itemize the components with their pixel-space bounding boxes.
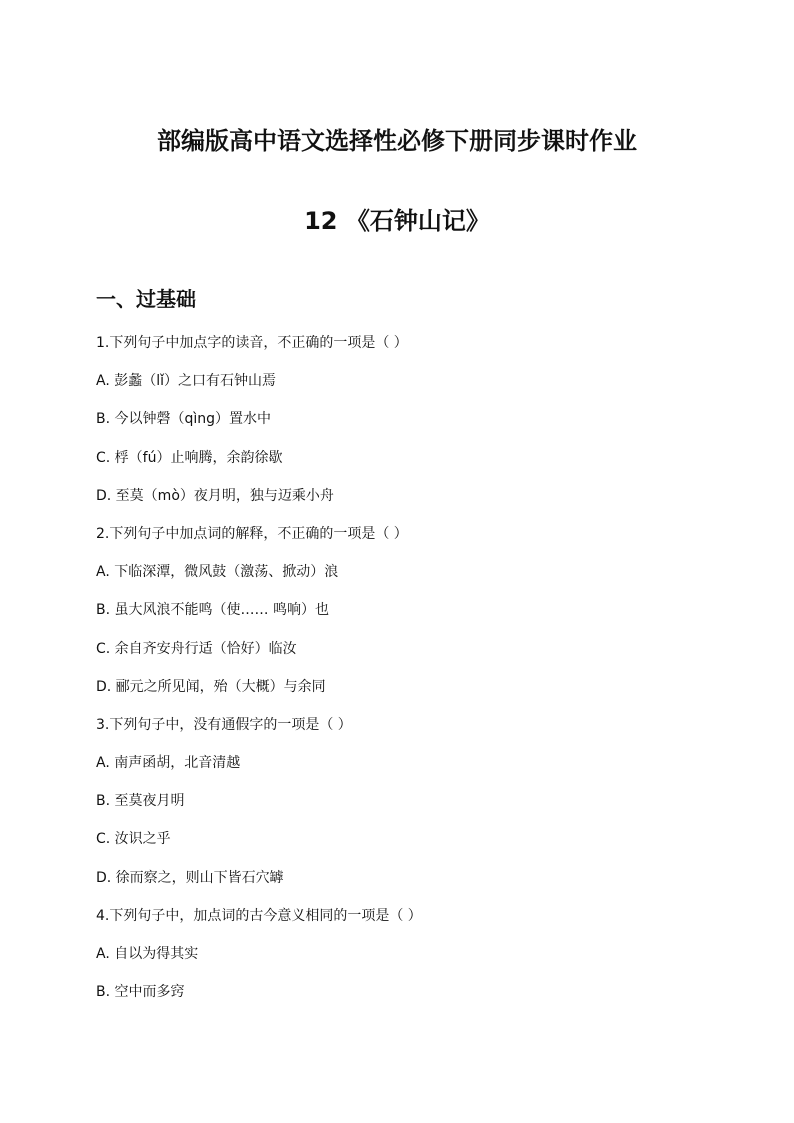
question-4-stem: 4.下列句子中，加点词的古今意义相同的一项是（ ） [96,907,422,924]
question-2-option-b: B. 虽大风浪不能鸣（使…… 鸣响）也 [96,602,329,619]
question-2-stem: 2.下列句子中加点词的解释，不正确的一项是（ ） [96,525,408,542]
question-3-option-a: A. 南声函胡，北音清越 [96,755,241,772]
question-1-option-b: B. 今以钟磬（qìng）置水中 [96,411,272,428]
question-3-option-c: C. 汝识之乎 [96,831,171,848]
question-list [96,333,716,1020]
question-2-option-c: C. 余自齐安舟行适（恰好）临汝 [96,640,297,657]
question-4-option-a: A. 自以为得其实 [96,946,199,962]
question-1-stem: 1.下列句子中加点字的读音，不正确的一项是（ ） [96,335,408,351]
question-3-stem: 3.下列句子中，没有通假字的一项是（ ） [96,716,352,733]
document-title: 部编版高中语文选择性必修下册同步课时作业 [157,127,637,155]
question-2-option-d: D. 郦元之所见闻，殆（大概）与余同 [96,678,326,695]
question-1-option-d: D. 至莫（mò）夜月明，独与迈乘小舟 [96,487,334,504]
question-3-option-b: B. 至莫夜月明 [96,793,185,810]
question-4-option-b: B. 空中而多窍 [96,984,185,1001]
section-heading: 一、过基础 [96,287,196,311]
question-3-option-d: D. 徐而察之，则山下皆石穴罅 [96,869,284,886]
question-1-option-a: A. 彭蠡（lǐ）之口有石钟山焉 [96,373,277,390]
lesson-title: 12 《石钟山记》 [304,207,490,235]
question-1-option-c: C. 桴（fú）止响腾，余韵徐歇 [96,449,283,466]
question-2-option-a: A. 下临深潭，微风鼓（激荡、掀动）浪 [96,564,339,581]
